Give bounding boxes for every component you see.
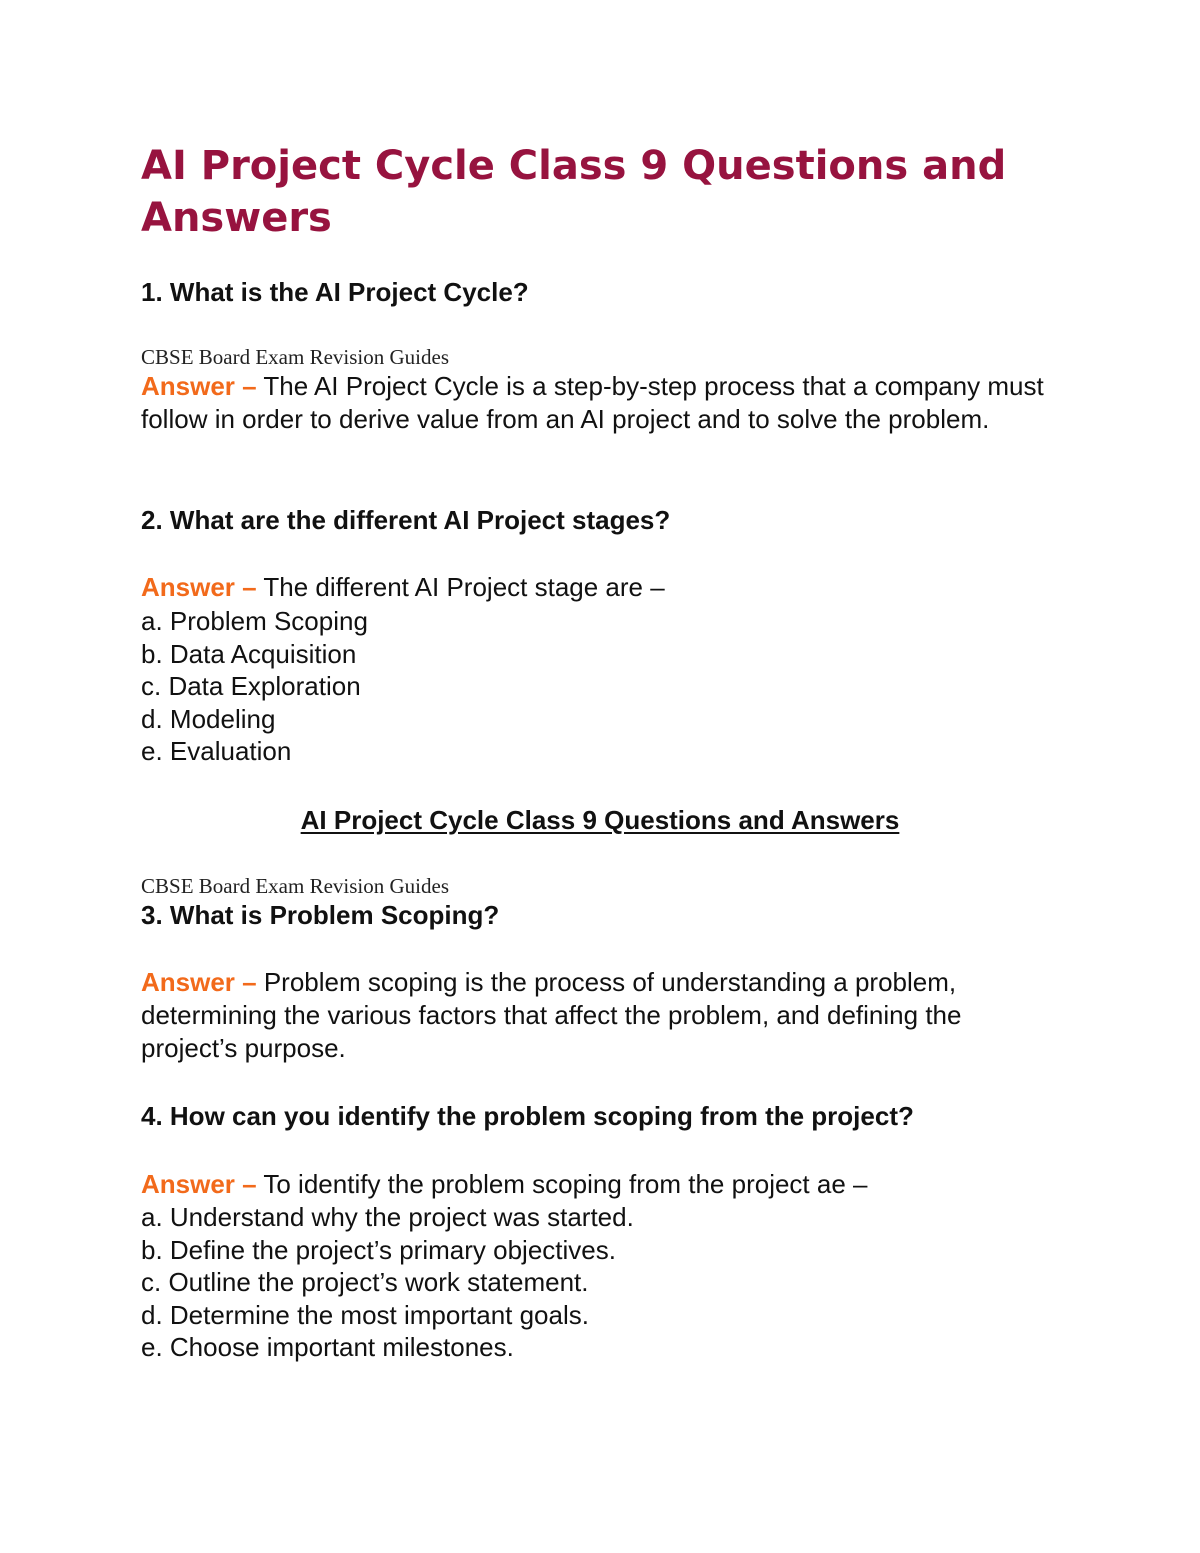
question-2: 2. What are the different AI Project stages?: [141, 505, 671, 535]
document-title: AI Project Cycle Class 9 Questions and Answers: [141, 143, 1007, 241]
list-item: b. Define the project’s primary objectives.: [141, 1234, 616, 1265]
list-item: e. Evaluation: [141, 736, 292, 766]
answer-label: Answer –: [141, 371, 257, 401]
source-note-1: CBSE Board Exam Revision Guides: [141, 345, 449, 369]
answer-2: [141, 571, 1061, 604]
section-heading-text: AI Project Cycle Class 9 Questions and Answers: [300, 805, 900, 835]
list-item: a. Problem Scoping: [141, 606, 368, 636]
question-4: 4. How can you identify the problem scoping from the project?: [141, 1101, 914, 1131]
list-item: c. Data Exploration: [141, 671, 361, 701]
scoping-steps-list: [141, 1201, 634, 1364]
answer-1-text: The AI Project Cycle is a step-by-step process that a company must follow in order to derive value from an AI project and to solve the problem.: [141, 371, 1044, 434]
answer-2-text: The different AI Project stage are –: [263, 572, 665, 602]
section-heading: [0, 803, 1200, 837]
stages-list: [141, 605, 368, 768]
list-item: a. Understand why the project was started.: [141, 1202, 634, 1232]
list-item: d. Modeling: [141, 703, 276, 734]
answer-3-text: Problem scoping is the process of understanding a problem, determining the various factors that affect the problem, and defining the project’s purpose.: [141, 967, 962, 1063]
answer-1: [141, 370, 1061, 436]
answer-label: Answer –: [141, 967, 257, 997]
list-item: b. Data Acquisition: [141, 638, 357, 669]
answer-4-text: To identify the problem scoping from the project ae –: [263, 1169, 868, 1199]
source-note-2: CBSE Board Exam Revision Guides: [141, 874, 449, 898]
question-1: 1. What is the AI Project Cycle?: [141, 277, 529, 307]
list-item: e. Choose important milestones.: [141, 1332, 514, 1362]
answer-3: [141, 966, 1061, 1065]
answer-label: Answer –: [141, 572, 257, 602]
answer-label: Answer –: [141, 1169, 257, 1199]
list-item: c. Outline the project’s work statement.: [141, 1267, 589, 1297]
answer-4: [141, 1168, 1061, 1201]
question-3: 3. What is Problem Scoping?: [141, 900, 500, 930]
list-item: d. Determine the most important goals.: [141, 1299, 589, 1330]
